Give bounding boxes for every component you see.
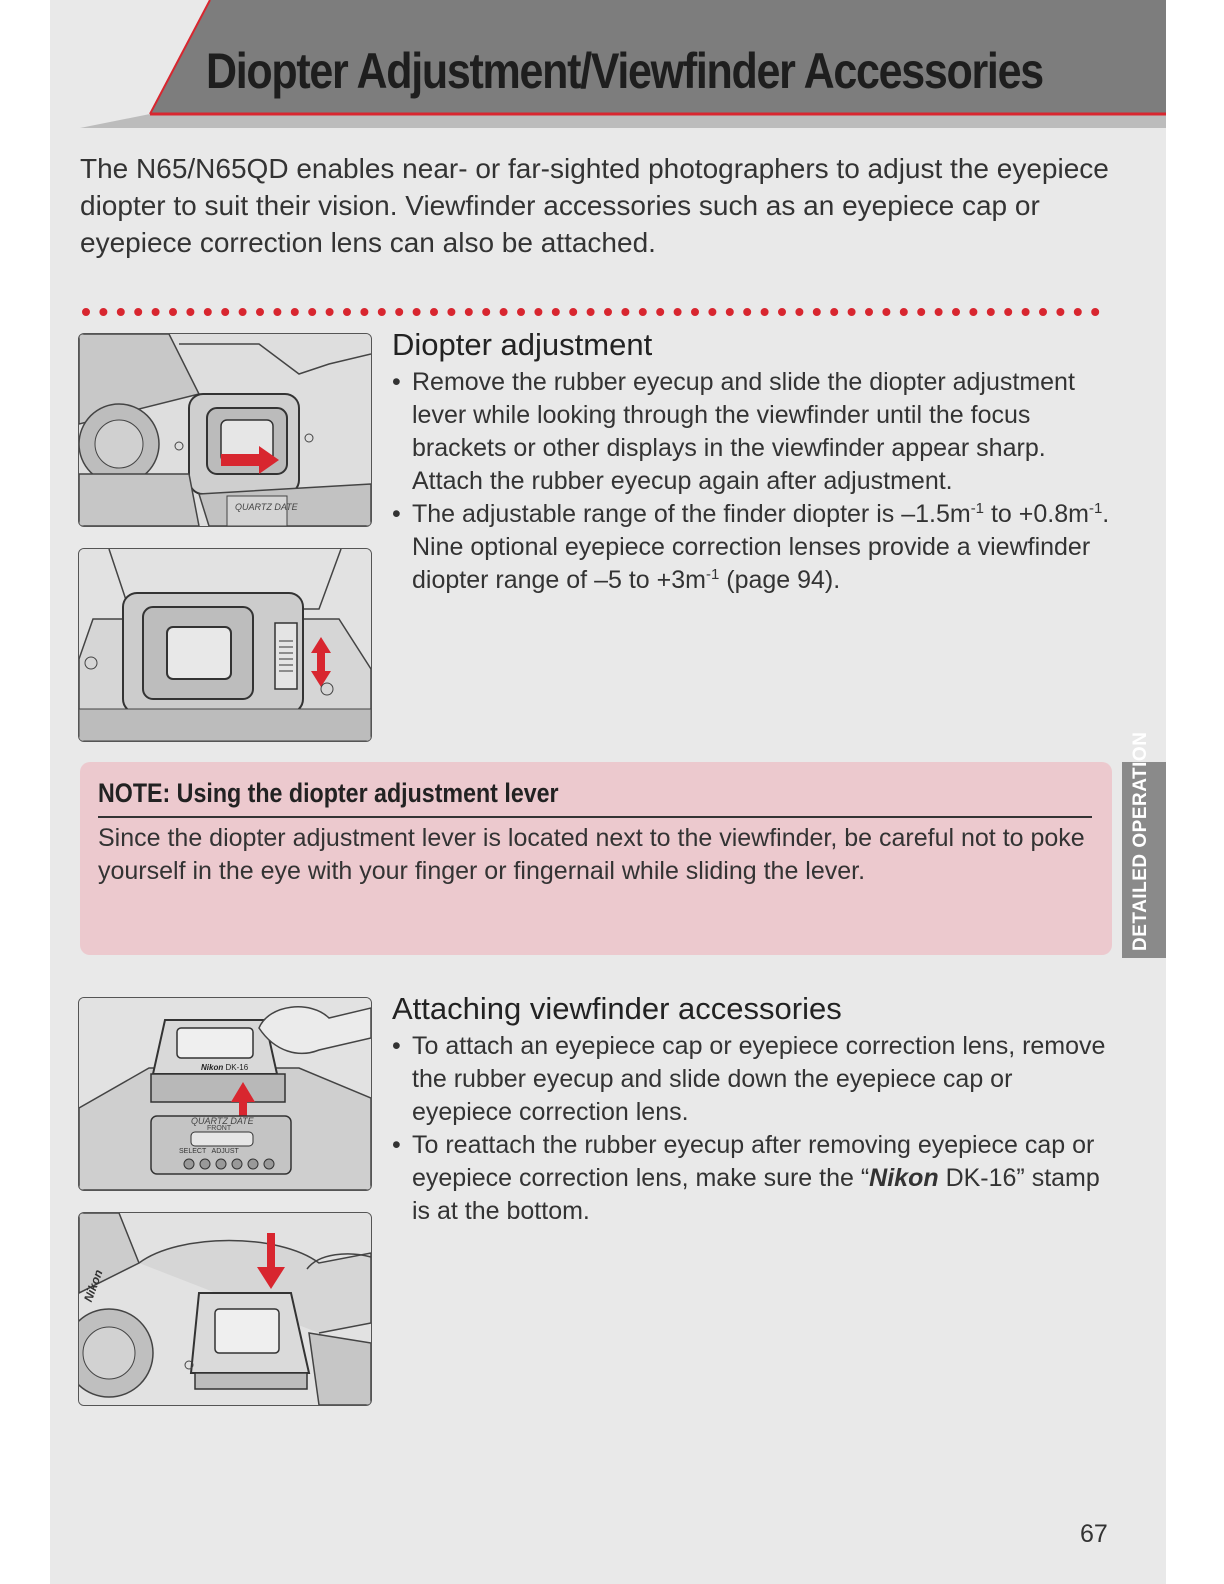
diopter-bullet-2d: (page 94). [719, 566, 841, 594]
superscript: -1 [970, 500, 985, 517]
list-item: • To attach an eyepiece cap or eyepiece correction lens, remove the rubber eyecup and slide down the eyepiece cap or eyepiece correction lens. [392, 1032, 1106, 1126]
diopter-bullets [392, 366, 1112, 597]
diopter-bullet-2c: . Nine optional eyepiece correction lenses provide a viewfinder diopter range of –5 to +3m [412, 500, 1110, 594]
list-item: • Remove the rubber eyecup and slide the diopter adjustment lever while looking through the viewfinder until the focus brackets or other displays in the viewfinder appear sharp. Attach the rubber eyecup again after adjustment. [392, 368, 1075, 495]
superscript: -1 [705, 566, 720, 583]
note-divider [98, 816, 1092, 818]
fig3-buttons: SELECT ADJUST [179, 1148, 239, 1155]
header-band [50, 0, 1166, 128]
list-item: • To reattach the rubber eyecup after removing eyepiece cap or eyepiece correction lens, make sure the “Nikon DK-16” stamp is at the bottom. [392, 1131, 1100, 1225]
fig3-stamp-brand: Nikon [201, 1063, 224, 1072]
superscript: -1 [1088, 500, 1103, 517]
section-title-accessories: Attaching viewfinder accessories [392, 991, 842, 1026]
side-tab-label: DETAILED OPERATION [1130, 731, 1151, 951]
fig1-label: QUARTZ DATE [235, 502, 298, 512]
illustration-eyepiece-cap [78, 997, 372, 1191]
dotted-divider [80, 305, 1116, 319]
note-title: NOTE: Using the diopter adjustment lever [98, 778, 559, 808]
nikon-brand-text: Nikon [869, 1164, 939, 1192]
accessories-bullets [392, 1030, 1112, 1228]
page-title: Diopter Adjustment/Viewfinder Accessories [206, 43, 1043, 99]
fig3-label: QUARTZ DATE [191, 1116, 254, 1126]
fig3-stamp [201, 1063, 248, 1072]
illustration-eyepiece-slider [78, 548, 372, 742]
accessories-bullet-2-post: DK-16” stamp is at the bottom. [412, 1164, 1100, 1225]
intro-paragraph: The N65/N65QD enables near- or far-sighted photographers to adjust the eyepiece diopter to suit their vision. Viewfinder accessories such as an eyepiece cap or eyepiece correction lens can also be attached. [80, 153, 1109, 258]
fig4-label: Nikon [81, 1267, 106, 1304]
accessories-bullet-2-pre: To reattach the rubber eyecup after removing eyepiece cap or eyepiece correction lens, make sure the “ [412, 1131, 1095, 1192]
diopter-bullet-2a: The adjustable range of the finder diopter is –1.5m [412, 500, 971, 528]
diopter-bullet-1: Remove the rubber eyecup and slide the diopter adjustment lever while looking through the viewfinder until the focus brackets or other displays in the viewfinder appear sharp. Attach the rubber eyecup again after adjustment. [412, 368, 1075, 495]
page-number: 67 [1080, 1520, 1108, 1548]
illustration-diopter-lever [78, 333, 372, 527]
note-body: Since the diopter adjustment lever is located next to the viewfinder, be careful not to poke yourself in the eye with your finger or fingernail while sliding the lever. [98, 824, 1085, 885]
accessories-bullet-1: To attach an eyepiece cap or eyepiece correction lens, remove the rubber eyecup and slide down the eyepiece cap or eyepiece correction lens. [412, 1032, 1106, 1126]
note-box [80, 762, 1112, 955]
fig3-sub: FRONT [207, 1125, 232, 1132]
section-title-diopter: Diopter adjustment [392, 327, 653, 362]
diopter-bullet-2b: to +0.8m [984, 500, 1089, 528]
illustration-cap-attached [78, 1212, 372, 1406]
list-item: • The adjustable range of the finder diopter is $-1.5m^{-1}$ to $+0.8m^{-1}$. Nine optional eyepiece correction lenses provide a viewfinder diopter range of –5 to $+3m^{-1}$ (page 94). [392, 500, 1110, 594]
fig3-stamp-model: DK-16 [225, 1063, 249, 1072]
